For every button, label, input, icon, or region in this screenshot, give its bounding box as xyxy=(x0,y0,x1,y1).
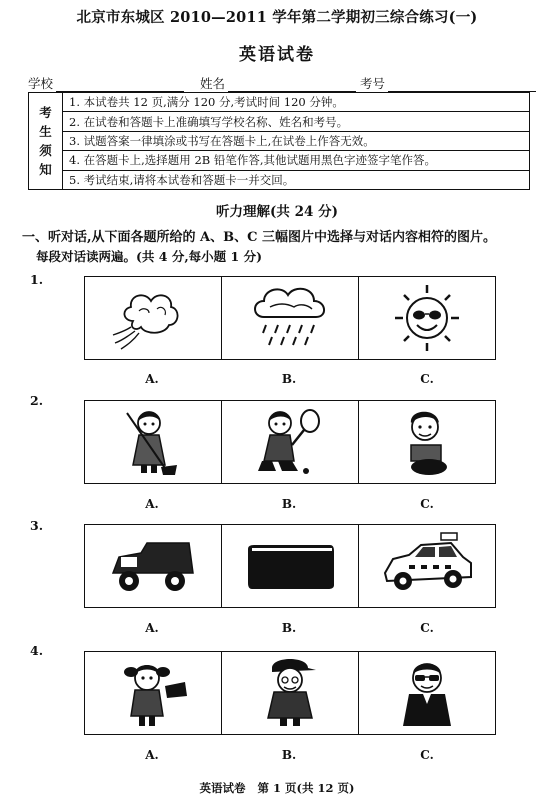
boy-reading-icon xyxy=(379,405,475,479)
school-label: 学校 xyxy=(28,76,54,91)
question-1-pictures xyxy=(84,276,496,360)
girl-pigtails-icon xyxy=(105,656,201,730)
notice-label-char: 知 xyxy=(39,162,52,177)
school-blank[interactable] xyxy=(56,78,184,92)
tennis-player-icon xyxy=(242,405,338,479)
notice-label-char: 考 xyxy=(39,105,52,120)
notice-item: 2. 在试卷和答题卡上准确填写学校名称、姓名和考号。 xyxy=(63,112,529,131)
page-title: 英语试卷 xyxy=(239,45,315,65)
option-c-label: C. xyxy=(420,748,434,762)
taxi-icon xyxy=(379,529,475,603)
option-b-label: B. xyxy=(281,497,297,511)
name-field[interactable] xyxy=(200,74,356,92)
option-a-picture[interactable] xyxy=(85,401,222,483)
boy-cap-icon xyxy=(242,656,338,730)
question-number: 4. xyxy=(30,643,44,658)
section-instruction-2: 每段对话读两遍。(共 4 分,每小题 1 分) xyxy=(36,249,262,264)
question-number: 3. xyxy=(30,518,44,533)
option-a-label: A. xyxy=(145,372,159,386)
exam-number-label: 考号 xyxy=(360,76,386,91)
notice-item: 4. 在答题卡上,选择题用 2B 铅笔作答,其他试题用黑色字迹签字笔作答。 xyxy=(63,151,529,170)
girl-sweeping-icon xyxy=(105,405,201,479)
notice-item: 5. 考试结束,请将本试卷和答题卡一并交回。 xyxy=(69,172,295,187)
question-4-pictures xyxy=(84,651,496,735)
option-b-picture[interactable] xyxy=(222,525,359,607)
option-b-label: B. xyxy=(281,372,297,386)
sun-with-sunglasses-icon xyxy=(379,281,475,355)
option-c-label: C. xyxy=(420,372,434,386)
option-b-picture[interactable] xyxy=(222,652,359,734)
notice-label-char: 须 xyxy=(39,143,52,158)
option-b-picture[interactable] xyxy=(222,277,359,359)
option-c-picture[interactable] xyxy=(359,401,495,483)
option-b-label: B. xyxy=(281,621,297,635)
option-b-picture[interactable] xyxy=(222,401,359,483)
page-footer: 英语试卷 第 1 页(共 12 页) xyxy=(199,781,355,795)
name-label: 姓名 xyxy=(200,76,226,91)
name-blank[interactable] xyxy=(228,78,356,92)
exam-number-field[interactable] xyxy=(360,74,536,92)
option-c-picture[interactable] xyxy=(359,277,495,359)
option-a-picture[interactable] xyxy=(85,652,222,734)
notice-item: 3. 试题答案一律填涂或书写在答题卡上,在试卷上作答无效。 xyxy=(63,132,529,151)
question-3-pictures xyxy=(84,524,496,608)
option-a-picture[interactable] xyxy=(85,277,222,359)
notice-label xyxy=(29,93,63,189)
option-a-label: A. xyxy=(145,748,159,762)
exam-header-line: 北京市东城区 2010—2011 学年第二学期初三综合练习(一) xyxy=(76,9,478,26)
question-number: 2. xyxy=(30,393,44,408)
option-c-picture[interactable] xyxy=(359,652,495,734)
question-number: 1. xyxy=(30,272,44,287)
option-a-picture[interactable] xyxy=(85,525,222,607)
option-b-label: B. xyxy=(281,748,297,762)
option-a-label: A. xyxy=(145,621,159,635)
section-heading: 听力理解(共 24 分) xyxy=(216,204,338,220)
notice-items xyxy=(63,93,529,189)
notice-item: 1. 本试卷共 12 页,满分 120 分,考试时间 120 分钟。 xyxy=(63,93,529,112)
windy-cloud-icon xyxy=(105,281,201,355)
info-fields xyxy=(28,74,538,92)
bus-icon xyxy=(242,529,338,603)
option-c-label: C. xyxy=(420,621,434,635)
option-c-picture[interactable] xyxy=(359,525,495,607)
truck-icon xyxy=(105,529,201,603)
school-field[interactable] xyxy=(28,74,184,92)
option-c-label: C. xyxy=(420,497,434,511)
exam-number-blank[interactable] xyxy=(388,78,536,92)
notice-label-char: 生 xyxy=(39,124,52,139)
question-2-pictures xyxy=(84,400,496,484)
section-instruction-1: 一、听对话,从下面各题所给的 A、B、C 三幅图片中选择与对话内容相符的图片。 xyxy=(22,230,496,245)
option-a-label: A. xyxy=(145,497,159,511)
man-sunglasses-icon xyxy=(379,656,475,730)
rain-cloud-icon xyxy=(242,281,338,355)
notice-box xyxy=(28,92,530,190)
